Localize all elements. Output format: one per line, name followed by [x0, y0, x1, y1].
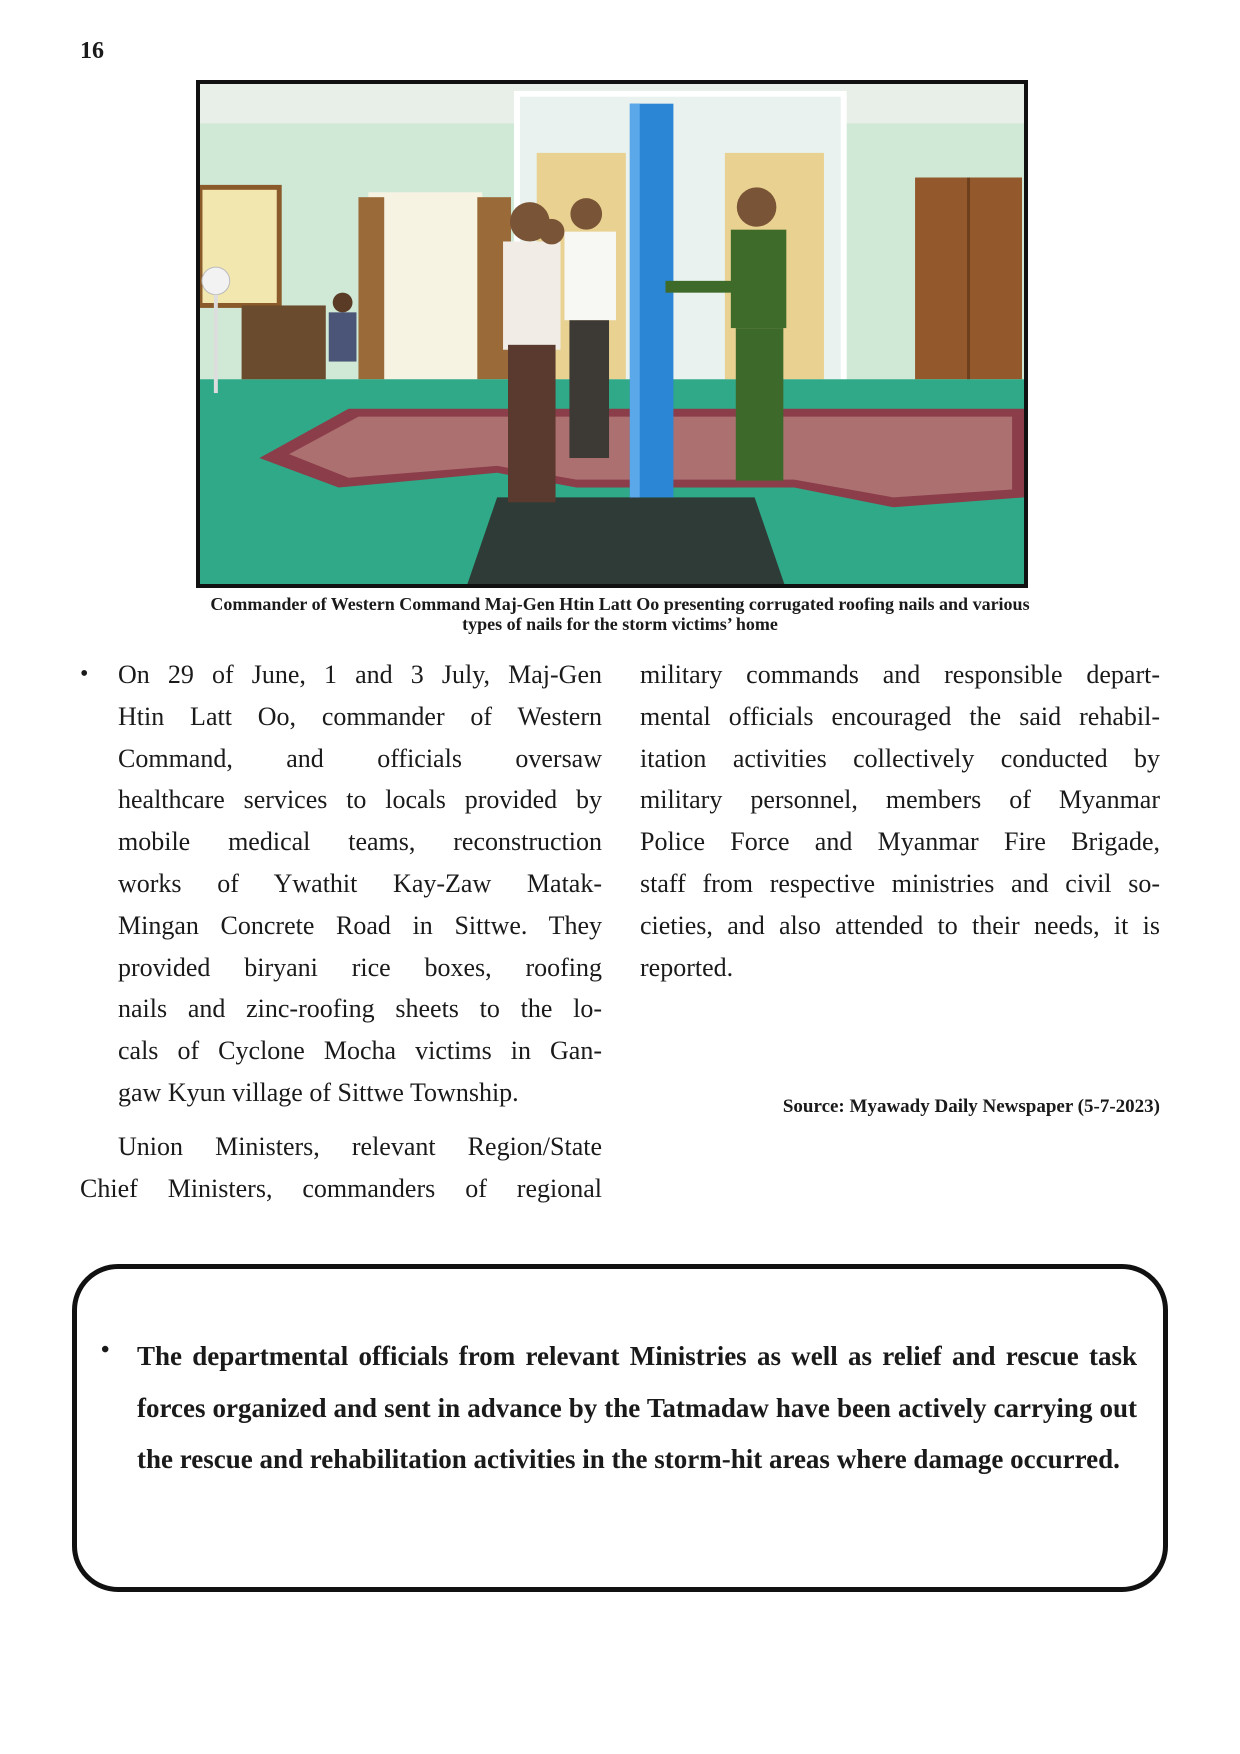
- second-paragraph: [80, 1126, 602, 1210]
- line: nails and zinc-roofing sheets to the lo-: [118, 994, 602, 1024]
- line: healthcare services to locals provided by: [118, 785, 602, 815]
- line: Police Force and Myanmar Fire Brigade,: [640, 827, 1160, 857]
- source-credit: Source: Myawady Daily Newspaper (5-7-2023): [782, 1096, 1160, 1117]
- line: provided biryani rice boxes, roofing: [118, 952, 602, 982]
- caption-line-2: types of nails for the storm victims’ home: [462, 614, 778, 634]
- line: gaw Kyun village of Sittwe Township.: [118, 1077, 519, 1107]
- bullet-icon: •: [80, 661, 89, 687]
- line: military personnel, members of Myanmar: [640, 785, 1160, 815]
- bullet-icon: •: [101, 1337, 110, 1363]
- line: Htin Latt Oo, commander of Western: [118, 701, 602, 731]
- line: Chief Ministers, commanders of regional: [80, 1173, 602, 1203]
- right-column: [640, 654, 1160, 988]
- line: staff from respective ministries and civil so-: [640, 868, 1160, 898]
- line: cieties, and also attended to their needs, it is: [640, 910, 1160, 940]
- callout-text: The departmental officials from relevant Ministries as well as relief and rescue task forces organized and sent in advance by the Tatmadaw have been actively carrying out the rescue and rehabilitation activities in the storm-hit areas where damage occurred.: [137, 1341, 1137, 1474]
- news-photo: [196, 80, 1028, 588]
- line: reported.: [640, 952, 734, 982]
- line: mobile medical teams, reconstruction: [118, 827, 602, 857]
- line: On 29 of June, 1 and 3 July, Maj-Gen: [118, 660, 602, 689]
- line: Union Ministers, relevant Region/State: [118, 1131, 602, 1161]
- line: works of Ywathit Kay-Zaw Matak-: [118, 868, 602, 898]
- line: mental officials encouraged the said rehabil-: [640, 701, 1160, 731]
- line: cals of Cyclone Mocha victims in Gan-: [118, 1036, 602, 1066]
- line: Command, and officials oversaw: [118, 743, 602, 773]
- photo-caption: [120, 594, 1120, 634]
- photo-image: [200, 84, 1024, 584]
- callout-box: [72, 1264, 1168, 1592]
- line: itation activities collectively conducted by: [640, 743, 1160, 773]
- line: military commands and responsible depart-: [640, 660, 1160, 689]
- left-column: [80, 654, 602, 1209]
- page-number: 16: [80, 38, 104, 64]
- line: Mingan Concrete Road in Sittwe. They: [118, 910, 602, 940]
- bullet-paragraph: [80, 654, 602, 1114]
- caption-line-1: Commander of Western Command Maj-Gen Htin Latt Oo presenting corrugated roofing nails and various: [210, 594, 1030, 614]
